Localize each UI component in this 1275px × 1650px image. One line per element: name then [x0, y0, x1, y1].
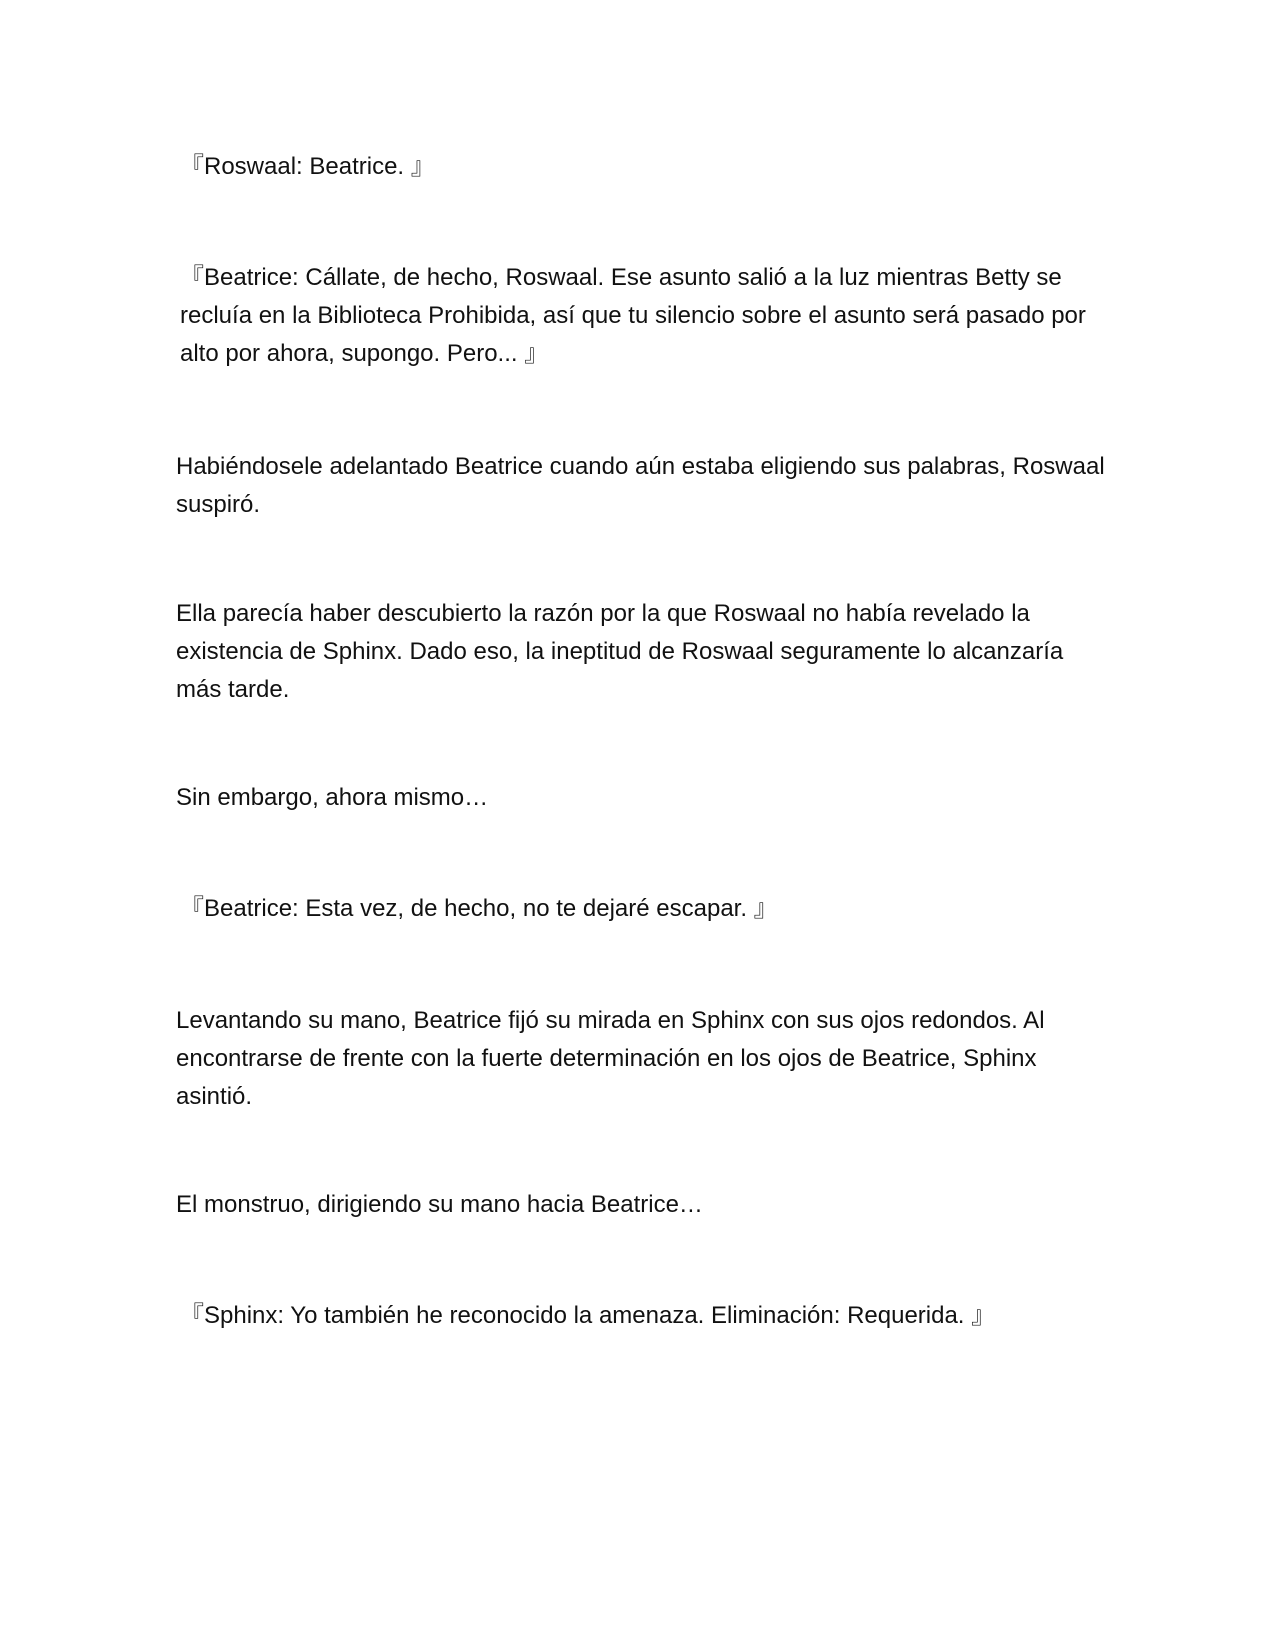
narration-paragraph-4: Levantando su mano, Beatrice fijó su mirada en Sphinx con sus ojos redondos. Al encontrarse de frente con la fuerte determinación en los ojos de Beatrice, Sphinx asintió.: [176, 1007, 1045, 1110]
narration-paragraph-5: El monstruo, dirigiendo su mano hacia Beatrice…: [176, 1191, 703, 1218]
dialogue-beatrice-1: 『Beatrice: Cállate, de hecho, Roswaal. Ese asunto salió a la luz mientras Betty se recluía en la Biblioteca Prohibida, así que tu silencio sobre el asunto será pasado por alto por ahora, supongo. Pero... 』: [180, 264, 1086, 367]
dialogue-sphinx-1: 『Sphinx: Yo también he reconocido la amenaza. Eliminación: Requerida. 』: [180, 1302, 996, 1329]
dialogue-beatrice-2: 『Beatrice: Esta vez, de hecho, no te dejaré escapar. 』: [180, 895, 778, 922]
narration-paragraph-3: Sin embargo, ahora mismo…: [176, 784, 489, 811]
dialogue-roswaal-1: 『Roswaal: Beatrice. 』: [180, 153, 435, 180]
narration-paragraph-1: Habiéndosele adelantado Beatrice cuando aún estaba eligiendo sus palabras, Roswaal suspiró.: [176, 453, 1105, 518]
narration-paragraph-2: Ella parecía haber descubierto la razón por la que Roswaal no había revelado la existencia de Sphinx. Dado eso, la ineptitud de Roswaal seguramente lo alcanzaría más tarde.: [176, 600, 1064, 703]
